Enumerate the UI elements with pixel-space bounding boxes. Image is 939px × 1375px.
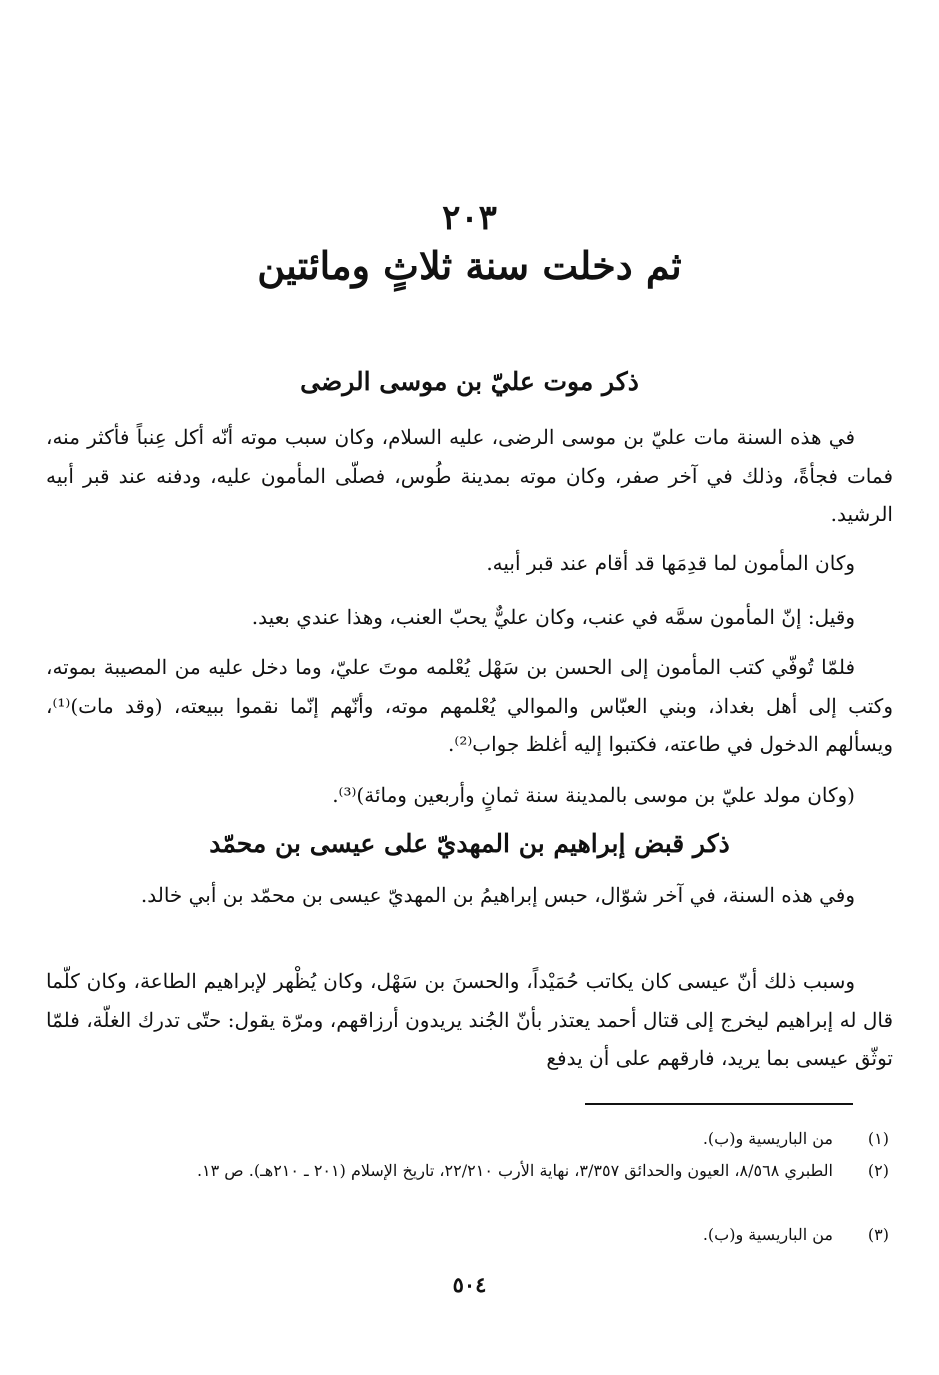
footnote-number: (٢): [867, 1161, 889, 1180]
footnote-text: من الباريسية و(ب).: [702, 1225, 833, 1244]
footnote: [46, 1156, 893, 1186]
paragraph: في هذه السنة مات عليّ بن موسى الرضى، عليه السلام، وكان سبب موته أنّه أكل عِنباً فأكثر منه، فمات فجأةً، وذلك في آخر صفر، وكان موته بمدينة طُوس، فصلّى المأمون عليه، ودفنه عند قبر أبيه الرشيد.: [46, 425, 893, 526]
section-title-arrest-of-isa: ذكر قبض إبراهيم بن المهديّ على عيسى بن محمّد: [209, 829, 730, 858]
footnote-text: الطبري ٨/٥٦٨، العيون والحدائق ٣/٣٥٧، نهاية الأرب ٢٢/٢١٠، تاريخ الإسلام (٢٠١ ـ ٢١٠هـ). ص ١٣.: [196, 1161, 833, 1180]
paragraph: وقيل: إنّ المأمون سمَّه في عنب، وكان عليٌّ يحبّ العنب، وهذا عندي بعيد.: [251, 605, 855, 629]
footnote: [46, 1124, 893, 1154]
section-title-death-of-ali-al-rida: ذكر موت عليّ بن موسى الرضى: [300, 367, 639, 396]
paragraph: وكان المأمون لما قدِمَها قد أقام عند قبر أبيه.: [486, 551, 855, 575]
paragraph: (وكان مولد عليّ بن موسى بالمدينة سنة ثمانٍ وأربعين ومائة)⁽³⁾.: [332, 783, 855, 807]
paragraph: فلمّا تُوفّي كتب المأمون إلى الحسن بن سَهْل يُعْلمه موتَ عليّ، وما دخل عليه من المصيبة بموته، وكتب إلى أهل بغداذ، وبني العبّاس والموالي يُعْلمهم موته، وأنّهم إنّما نقموا ببيعته، (وقد مات)⁽¹⁾، ويسألهم الدخول في طاعته، فكتبوا إليه أغلظ جواب⁽²⁾.: [46, 655, 893, 756]
footnote-number: (٣): [867, 1225, 889, 1244]
year-title: ثم دخلت سنة ثلاثٍ ومائتين: [257, 243, 682, 288]
footnote-text: من الباريسية و(ب).: [702, 1129, 833, 1148]
footnote-number: (١): [867, 1129, 889, 1148]
footnote-separator: [585, 1103, 853, 1105]
footnote: [46, 1220, 893, 1250]
page-number: ٥٠٤: [452, 1272, 487, 1297]
paragraph: وفي هذه السنة، في آخر شوّال، حبس إبراهيمُ بن المهديّ عيسى بن محمّد بن أبي خالد.: [140, 883, 855, 907]
paragraph: وسبب ذلك أنّ عيسى كان يكاتب حُمَيْداً، والحسنَ بن سَهْل، وكان يُظْهر لإبراهيم الطاعة، وكان كلّما قال له إبراهيم ليخرج إلى قتال أحمد يعتذر بأنّ الجُند يريدون أرزاقهم، ومرّة يقول: حتّى تدرك الغلّة، فلمّا توثّق عيسى بما يريد، فارقهم على أن يدفع: [46, 969, 893, 1070]
year-number: ٢٠٣: [442, 198, 497, 238]
